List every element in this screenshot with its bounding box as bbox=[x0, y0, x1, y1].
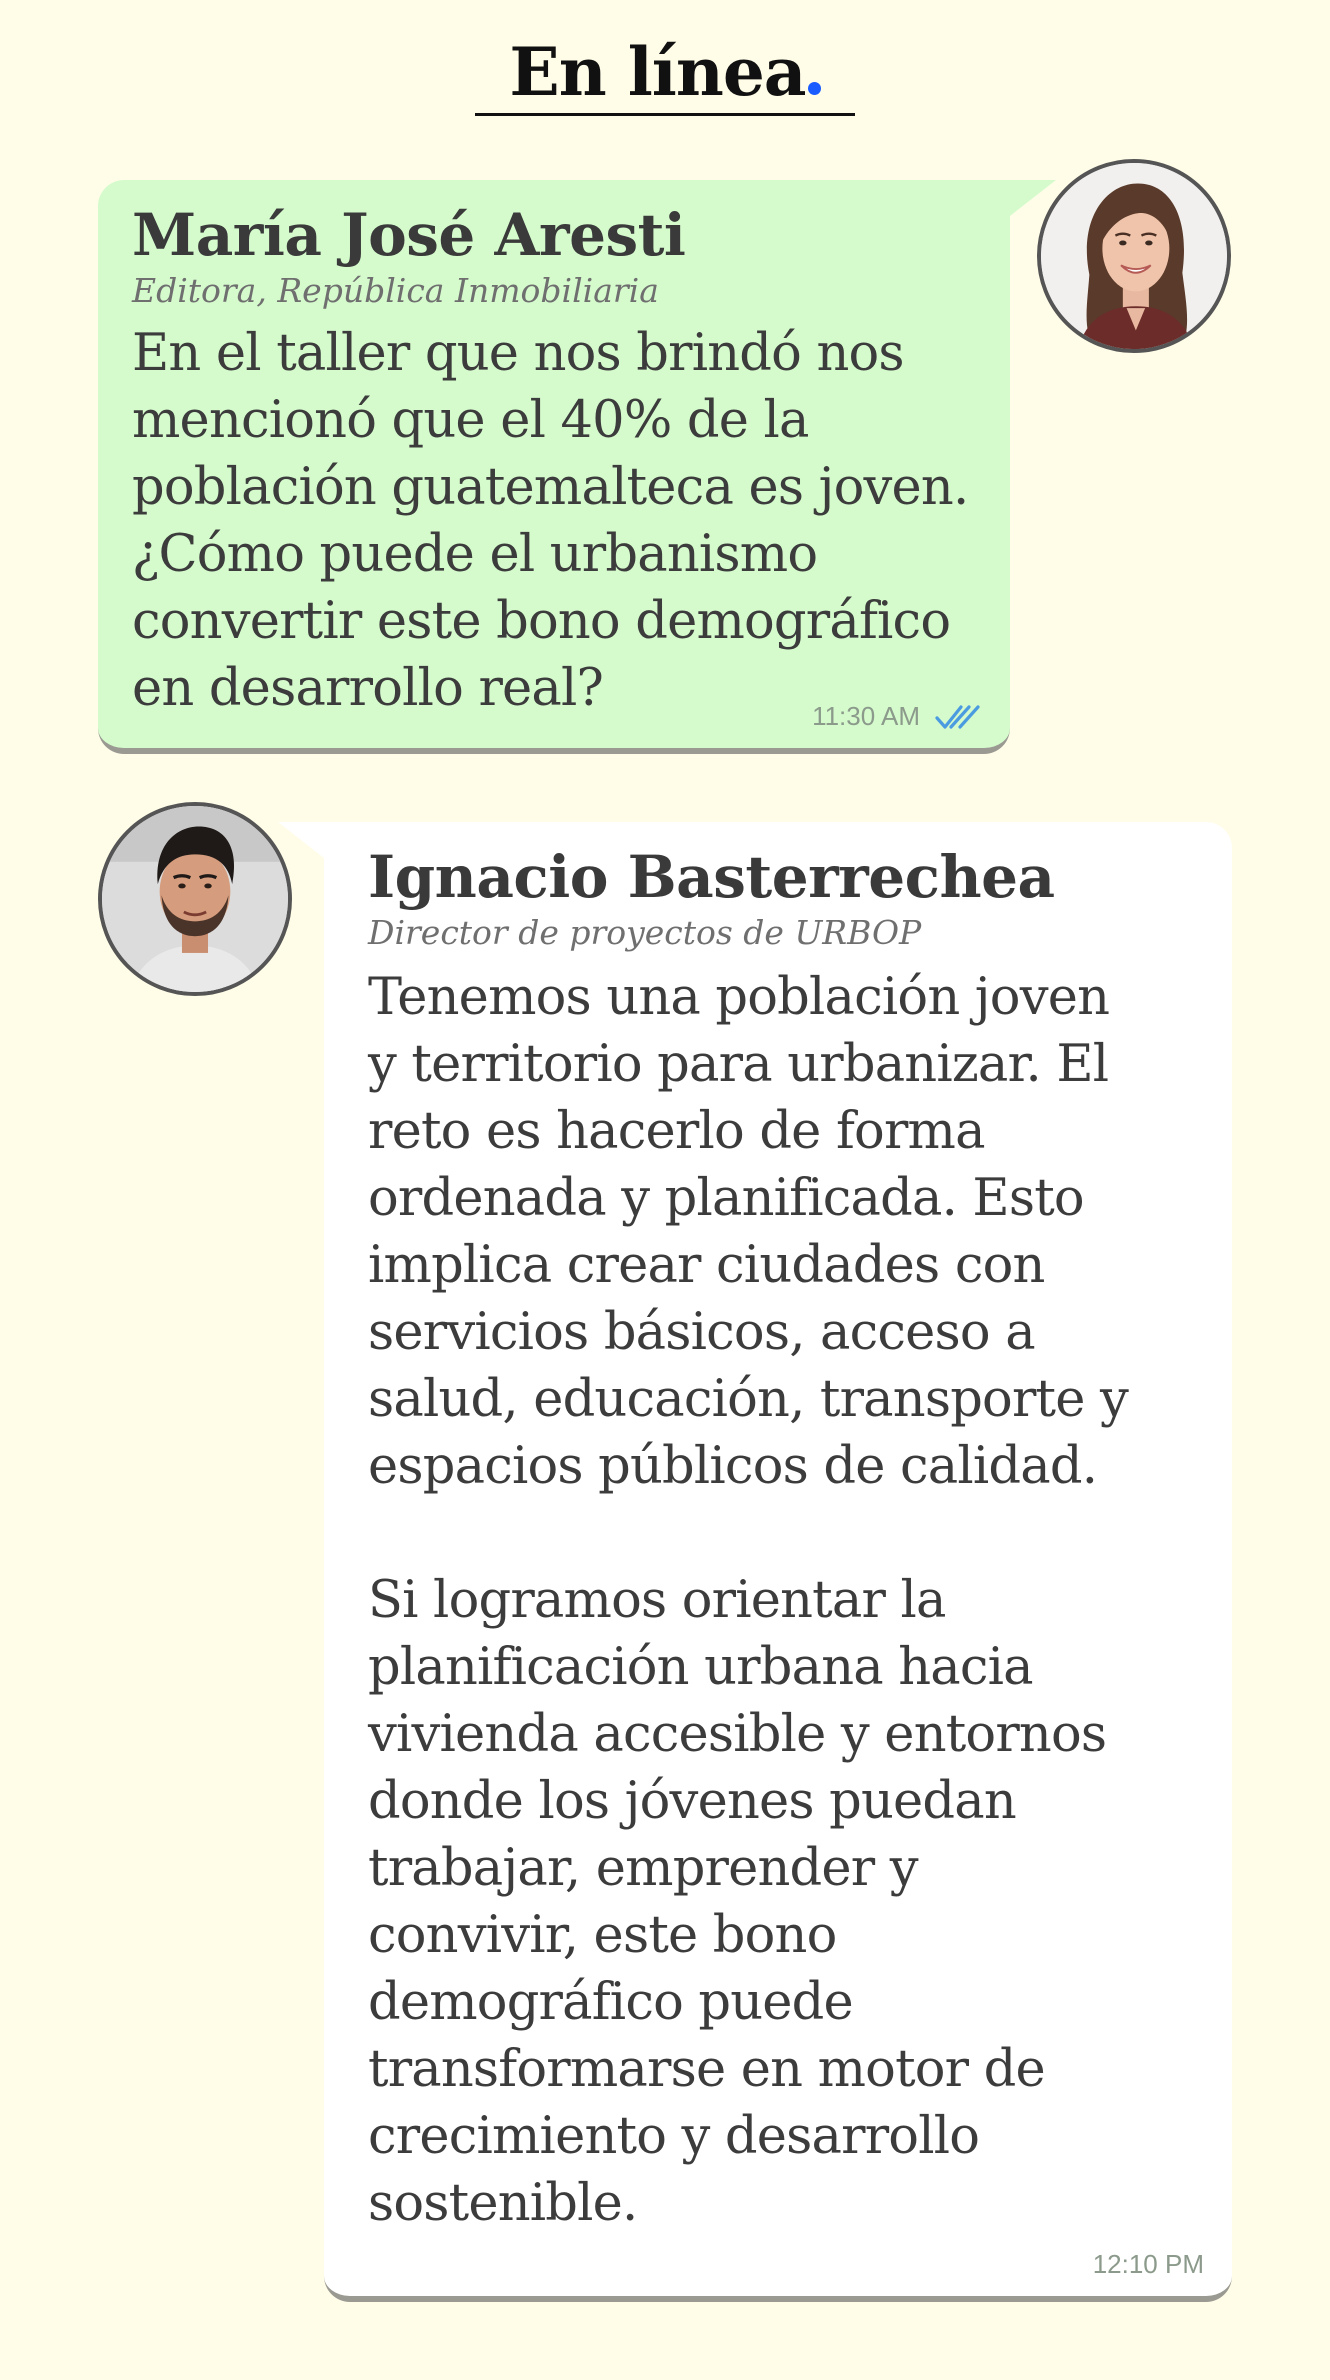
message-timestamp: 12:10 PM bbox=[1092, 2249, 1204, 2279]
double-check-icon bbox=[934, 702, 982, 732]
bubble-tail-incoming bbox=[278, 822, 324, 858]
avatar-man-icon bbox=[102, 806, 288, 992]
author-name: María José Aresti bbox=[132, 201, 686, 269]
status-title-text: En línea bbox=[509, 33, 806, 111]
message-bubble-incoming[interactable] bbox=[324, 822, 1232, 2302]
author-role: Director de proyectos de URBOP bbox=[368, 912, 922, 952]
message-meta bbox=[1093, 2249, 1204, 2280]
message-bubble-outgoing[interactable] bbox=[98, 180, 1010, 754]
online-dot bbox=[808, 82, 821, 95]
message-timestamp: 11:30 AM bbox=[812, 701, 920, 731]
message-meta bbox=[812, 701, 982, 732]
author-role: Editora, República Inmobiliaria bbox=[132, 270, 659, 310]
avatar-maria-jose-aresti[interactable] bbox=[1037, 159, 1231, 353]
status-title bbox=[475, 33, 854, 116]
avatar-woman-icon bbox=[1041, 163, 1227, 349]
message-text: En el taller que nos brindó nos mencionó que el 40% de la población guatemalteca es joven. ¿Cómo puede el urbanismo convertir este bono demográfico en desarrollo real? bbox=[132, 324, 969, 719]
message-text: Tenemos una población joven y territorio para urbanizar. El reto es hacerlo de forma ordenada y planificada. Esto implica crear ciudades con servicios básicos, acceso a salud, educación, transporte y espacios públicos de calidad. Si logramos orientar la planificación urbana hacia vivienda accesible y entornos donde los jóvenes puedan trabajar, emprender y convivir, este bono demográfico puede transformarse en motor de crecimiento y desarrollo sostenible. bbox=[368, 968, 1129, 2234]
avatar-ignacio-basterrechea[interactable] bbox=[98, 802, 292, 996]
author-name: Ignacio Basterrechea bbox=[368, 843, 1055, 911]
chat-header bbox=[0, 33, 1330, 116]
